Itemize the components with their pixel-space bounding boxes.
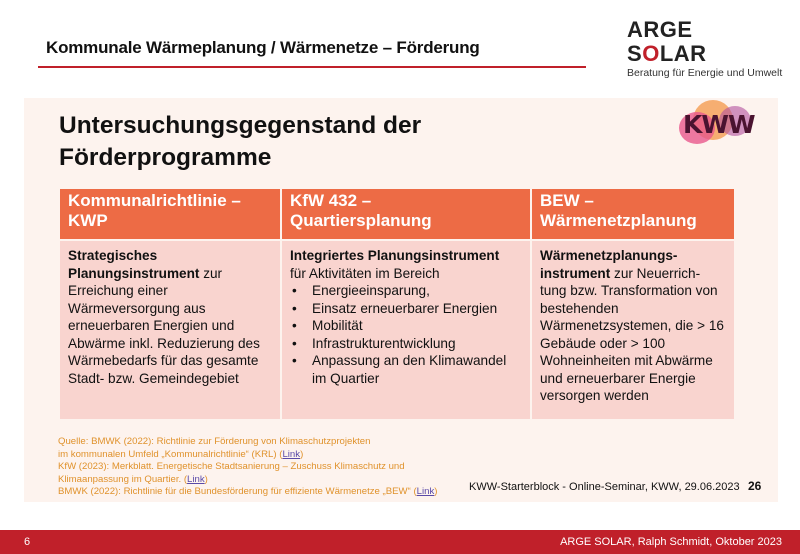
source-link-krl[interactable]: Link: [282, 448, 301, 460]
kww-logo: [679, 100, 769, 146]
list-item: • Energieeinsparung,: [290, 282, 522, 300]
slide-number: 26: [748, 479, 762, 493]
source-link-kfw[interactable]: Link: [187, 473, 205, 485]
list-item: • Einsatz erneuerbarer Energien: [290, 300, 522, 318]
col-header-krl: Kommunalrichtlinie – KWP: [59, 188, 281, 240]
logo-text-1: ARGE S: [627, 17, 693, 66]
source-line: Klimaanpassung im Quartier. (Link): [58, 473, 208, 485]
page-number: 6: [24, 536, 31, 548]
slide-image: [24, 98, 778, 502]
source-line: BMWK (2022): Richtlinie für die Bundesförderung für effiziente Wärmenetze „BEW“ (Link): [58, 486, 438, 498]
bottom-bar: [0, 530, 800, 554]
bottom-credit: ARGE SOLAR, Ralph Schmidt, Oktober 2023: [560, 536, 782, 548]
source-link-bew[interactable]: Link: [416, 486, 435, 498]
page-header-title: Kommunale Wärmeplanung / Wärmenetze – Förderung: [46, 38, 480, 57]
kww-logo-text: KWW: [683, 110, 755, 139]
kfw-bullet-list: [290, 282, 522, 387]
col-header-bew: BEW – Wärmenetzplanung: [531, 188, 735, 240]
source-line: KfW (2023): Merkblatt. Energetische Stadtsanierung – Zuschuss Klimaschutz und: [58, 461, 405, 473]
cell-krl: Strategisches Planungsinstrument zur Erreichung einer Wärmeversorgung aus erneuerbaren Energien und Abwärme inkl. Reduzierung des Wärmebedarfs für das gesamte Stadt- bzw. Gemeindegebiet: [59, 240, 281, 420]
argesolar-logo: [627, 17, 783, 79]
logo-tagline: Beratung für Energie und Umwelt: [627, 67, 783, 79]
source-line: Quelle: BMWK (2022): Richtlinie zur Förderung von Klimaschutzprojekten: [58, 436, 371, 447]
logo-text-2: LAR: [659, 41, 707, 66]
list-item: • Infrastrukturentwicklung: [290, 335, 522, 353]
slide-title-line1: Untersuchungsgegenstand der: [59, 112, 422, 139]
slide-title-line2: Förderprogramme: [59, 144, 272, 171]
source-line: im kommunalen Umfeld „Kommunalrichtlinie“ (KRL) (Link): [58, 448, 304, 460]
table-body-row: [59, 240, 735, 420]
logo-text-o: O: [642, 41, 660, 66]
table-header-row: [59, 188, 735, 240]
programs-table: [58, 187, 736, 421]
slide-title: [59, 110, 421, 174]
header-rule: [38, 66, 586, 68]
sources: [58, 436, 478, 499]
cell-kfw: Integriertes Planungsinstrument für Aktivitäten im Bereich • Energieeinsparung, • Einsatz erneuerbarer Energien • Mobilität • Infrastrukturentwicklung • Anpassung an den Klimawandel im Quartier: [281, 240, 531, 420]
slide-footer: KWW-Starterblock - Online-Seminar, KWW, 29.06.2023: [469, 481, 740, 493]
logo-wordmark: [627, 18, 777, 66]
cell-bew: Wärmenetzplanungs-instrument zur Neuerrich-tung bzw. Transformation von bestehenden Wärmenetzsystemen, die > 16 Gebäude oder > 100 Wohneinheiten mit Abwärme und erneuerbarer Energie versorgen werden: [531, 240, 735, 420]
list-item: • Mobilität: [290, 317, 522, 335]
col-header-kfw: KfW 432 – Quartiersplanung: [281, 188, 531, 240]
list-item: • Anpassung an den Klimawandel im Quartier: [290, 352, 522, 387]
